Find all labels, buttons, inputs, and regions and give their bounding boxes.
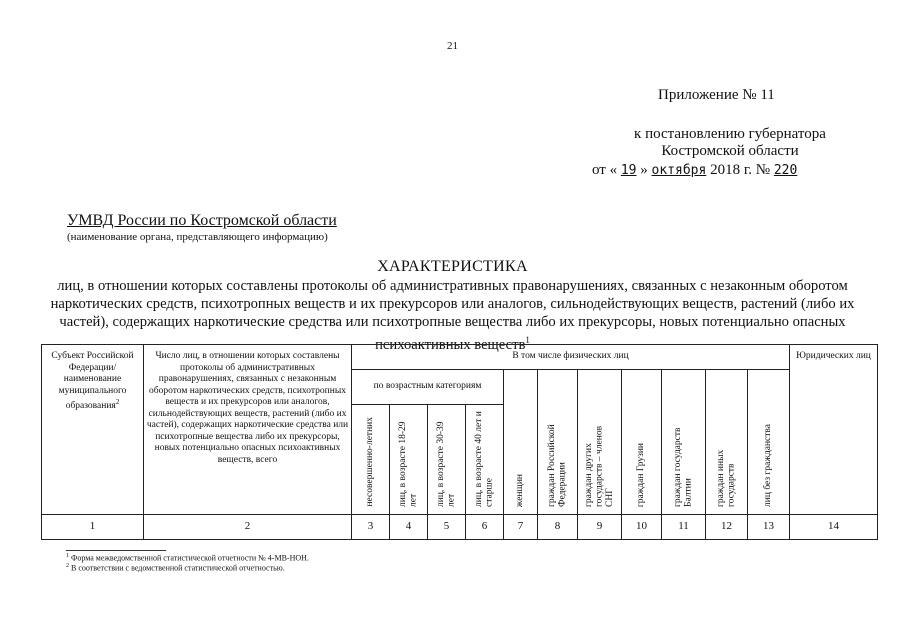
header-subject-text: Субъект Российской Федерации/ наименование муниципального образования [51,351,134,412]
header-baltic-citizens [662,370,706,515]
column-number: 13 [748,514,790,539]
header-rf-citizens [538,370,578,515]
column-number: 12 [706,514,748,539]
date-month: октября [651,163,707,178]
organization-name: УМВД России по Костромской области [67,212,337,229]
header-subject-footnote: 2 [115,398,120,406]
column-number: 6 [466,514,504,539]
column-number: 4 [390,514,428,539]
header-cis-citizens [578,370,622,515]
header-women-text: женщин [515,473,526,507]
header-cis-citizens-text: граждан других государств – членов СНГ [583,425,615,507]
footnote-divider [66,550,166,551]
header-age-40-plus-text: лиц, в возрасте 40 лет и старше [474,411,495,507]
header-rf-citizens-text: граждан Российской Федерации [547,424,568,507]
header-other-citizens-text: граждан иных государств [716,449,737,507]
footnote-1-text: Форма межведомственной статистической отчетности № 4-МВ-НОН. [71,553,309,563]
header-age-categories: по возрастным категориям [352,370,504,405]
header-minors-text: несовершенно-летних [365,417,376,507]
column-number: 5 [428,514,466,539]
organization-caption: (наименование органа, представляющего информацию) [67,231,328,243]
appendix-title: Приложение № 11 [658,87,775,103]
column-numbers-row [42,514,878,539]
column-number: 9 [578,514,622,539]
header-women [504,370,538,515]
header-total: Число лиц, в отношении которых составлены протоколы об административных правонарушениях, связанных с незаконным оборотом наркотических средств, психотропных веществ и их прекурсоров или аналогов, сильнодействующих веществ, растений (либо их частей), содержащих наркотические средства или психотропные вещества либо их прекурсоры, новых потенциально опасных психоактивных веществ, всего [144,345,352,515]
header-age-30-39 [428,405,466,515]
header-baltic-citizens-text: граждан государств Балтии [673,427,694,507]
footnote-1 [66,553,309,563]
document-title: ХАРАКТЕРИСТИКА [377,258,528,275]
column-number: 11 [662,514,706,539]
subtitle-text: лиц, в отношении которых составлены протоколы об административных правонарушениях, связанных с незаконным оборотом наркотических средств, психотропных веществ и их прекурсоров или аналогов, сильнодействующих веществ, растений (либо их частей), содержащих наркотические средства или психотропные вещества либо их прекурсоры, новых потенциально опасных психоактивных веществ [50,278,855,353]
column-number: 10 [622,514,662,539]
header-subject [42,345,144,515]
decree-number: 220 [773,163,798,178]
page-number: 21 [447,40,458,52]
header-age-40-plus [466,405,504,515]
column-number: 8 [538,514,578,539]
report-table [41,344,878,540]
header-other-citizens [706,370,748,515]
footnote-2 [66,563,285,573]
decree-line-2: Костромской области [661,143,799,159]
decree-date [592,162,797,179]
column-number: 3 [352,514,390,539]
subtitle-footnote-mark: 1 [525,335,530,345]
header-age-18-29-text: лиц, в возрасте 18-29 лет [398,421,419,507]
date-separator: » [640,162,648,178]
footnote-2-text: В соответствии с ведомственной статистической отчетностью. [71,563,285,573]
header-row-1 [42,345,878,370]
header-georgia-citizens [622,370,662,515]
header-georgia-citizens-text: граждан Грузии [636,442,647,507]
date-year: 2018 г. № [710,162,771,178]
column-number: 2 [144,514,352,539]
date-prefix: от « [592,162,618,178]
decree-line-1: к постановлению губернатора [634,126,826,142]
column-number: 14 [790,514,878,539]
date-day: 19 [620,163,637,178]
footnote-2-mark: 2 [66,563,69,569]
column-number: 7 [504,514,538,539]
header-age-18-29 [390,405,428,515]
document-subtitle [40,277,865,354]
column-number: 1 [42,514,144,539]
header-minors [352,405,390,515]
footnote-1-mark: 1 [66,553,69,559]
header-stateless-text: лиц без гражданства [763,424,774,507]
header-physical-persons: В том числе физических лиц [352,345,790,370]
header-stateless [748,370,790,515]
header-age-30-39-text: лиц, в возрасте 30-39 лет [436,421,457,507]
header-legal-persons: Юридических лиц [790,345,878,515]
